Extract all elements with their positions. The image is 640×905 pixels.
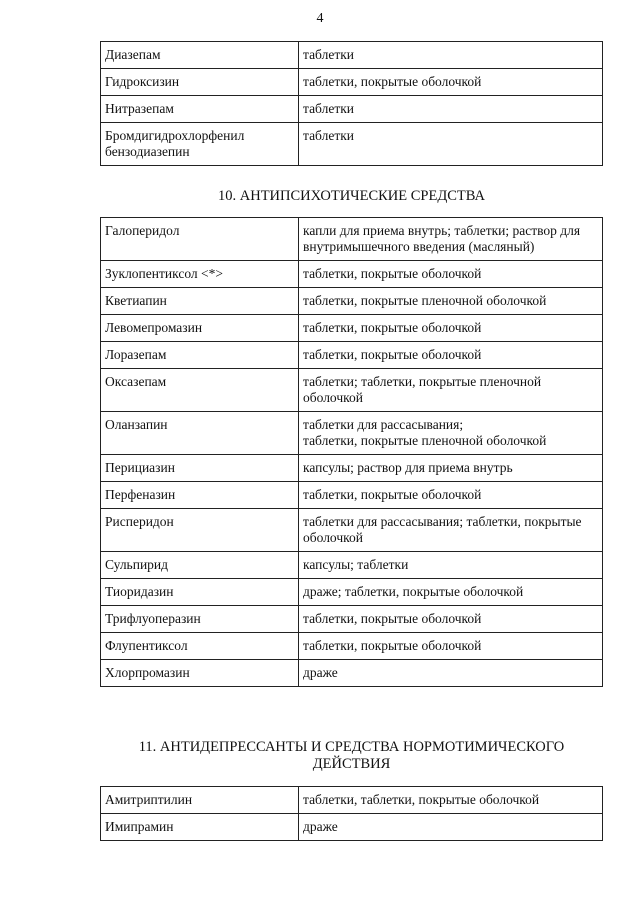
section-title-antipsychotics: 10. АНТИПСИХОТИЧЕСКИЕ СРЕДСТВА: [218, 188, 485, 204]
table-row: [101, 315, 603, 342]
table-row: [101, 633, 603, 660]
dosage-form: таблетки: [299, 96, 603, 123]
dosage-form: таблетки: [299, 42, 603, 69]
table-row: [101, 814, 603, 841]
drug-name: Оксазепам: [101, 369, 299, 412]
dosage-form: капсулы; раствор для приема внутрь: [299, 455, 603, 482]
dosage-form: таблетки для рассасывания; таблетки, покрытые пленочной оболочкой: [299, 412, 603, 455]
drug-name: Рисперидон: [101, 509, 299, 552]
dosage-form: таблетки для рассасывания; таблетки, покрытые оболочкой: [299, 509, 603, 552]
drug-name: Флупентиксол: [101, 633, 299, 660]
drug-name: Кветиапин: [101, 288, 299, 315]
table-row: [101, 261, 603, 288]
dosage-form: драже; таблетки, покрытые оболочкой: [299, 579, 603, 606]
drug-name: Диазепам: [101, 42, 299, 69]
dosage-form: таблетки, таблетки, покрытые оболочкой: [299, 787, 603, 814]
drug-table-antipsychotics: [100, 217, 603, 687]
dosage-form: капсулы; таблетки: [299, 552, 603, 579]
drug-name: Перициазин: [101, 455, 299, 482]
drug-name: Амитриптилин: [101, 787, 299, 814]
table-row: [101, 218, 603, 261]
drug-name: Гидроксизин: [101, 69, 299, 96]
drug-name: Галоперидол: [101, 218, 299, 261]
dosage-form: драже: [299, 660, 603, 687]
dosage-form: таблетки: [299, 123, 603, 166]
table-row: [101, 552, 603, 579]
page-number: 4: [316, 11, 324, 26]
drug-name: Тиоридазин: [101, 579, 299, 606]
table-row: [101, 509, 603, 552]
drug-name: Бромдигидрохлорфенил бензодиазепин: [101, 123, 299, 166]
table-row: [101, 342, 603, 369]
dosage-form: таблетки, покрытые пленочной оболочкой: [299, 288, 603, 315]
dosage-form: таблетки, покрытые оболочкой: [299, 633, 603, 660]
drug-name: Левомепромазин: [101, 315, 299, 342]
drug-name: Лоразепам: [101, 342, 299, 369]
dosage-form: таблетки, покрытые оболочкой: [299, 261, 603, 288]
table-row: [101, 369, 603, 412]
table-row: [101, 660, 603, 687]
table-row: [101, 412, 603, 455]
table-row: [101, 579, 603, 606]
drug-table-antidepressants: [100, 786, 603, 841]
table-row: [101, 288, 603, 315]
drug-name: Перфеназин: [101, 482, 299, 509]
section-title-line: ДЕЙСТВИЯ: [312, 756, 391, 772]
drug-name: Хлорпромазин: [101, 660, 299, 687]
table-row: [101, 123, 603, 166]
dosage-form: таблетки, покрытые оболочкой: [299, 606, 603, 633]
drug-name: Сульпирид: [101, 552, 299, 579]
drug-name: Имипрамин: [101, 814, 299, 841]
table-row: [101, 787, 603, 814]
drug-name: Трифлуоперазин: [101, 606, 299, 633]
drug-name: Зуклопентиксол <*>: [101, 261, 299, 288]
table-row: [101, 482, 603, 509]
drug-name: Оланзапин: [101, 412, 299, 455]
section-title-line: 11. АНТИДЕПРЕССАНТЫ И СРЕДСТВА НОРМОТИМИЧЕСКОГО: [138, 739, 565, 755]
dosage-form: драже: [299, 814, 603, 841]
table-row: [101, 96, 603, 123]
drug-name: Нитразепам: [101, 96, 299, 123]
drug-table-top: [100, 41, 603, 166]
table-row: [101, 42, 603, 69]
section-title-antidepressants: [100, 739, 603, 773]
dosage-form: таблетки, покрытые оболочкой: [299, 342, 603, 369]
table-row: [101, 606, 603, 633]
dosage-form: таблетки; таблетки, покрытые пленочной оболочкой: [299, 369, 603, 412]
dosage-form: таблетки, покрытые оболочкой: [299, 482, 603, 509]
dosage-form: таблетки, покрытые оболочкой: [299, 315, 603, 342]
dosage-form: таблетки, покрытые оболочкой: [299, 69, 603, 96]
table-row: [101, 69, 603, 96]
dosage-form: капли для приема внутрь; таблетки; раствор для внутримышечного введения (масляный): [299, 218, 603, 261]
table-row: [101, 455, 603, 482]
